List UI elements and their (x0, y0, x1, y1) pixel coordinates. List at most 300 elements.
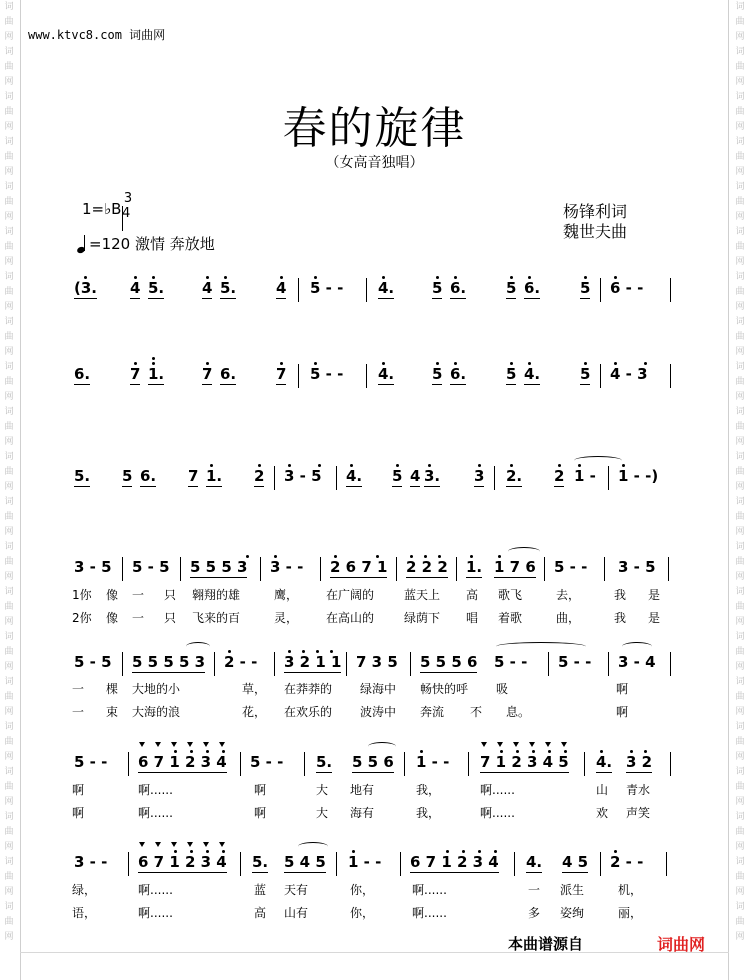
high-dot (224, 276, 227, 279)
lyric: 派生 (560, 883, 585, 897)
lyric: 机， (618, 883, 643, 897)
bar-line (298, 278, 299, 302)
slur-arc (508, 547, 540, 556)
high-dot (528, 276, 531, 279)
high-dot (584, 276, 587, 279)
note: 6. (74, 365, 91, 383)
accent-mark (545, 742, 551, 747)
high-dot (410, 555, 413, 558)
high-dot (528, 362, 531, 365)
lyric: 去， (556, 588, 581, 602)
bar-line (604, 557, 605, 581)
lyric: 欢 (596, 806, 609, 820)
high-dot (258, 464, 261, 467)
high-dot (478, 464, 481, 467)
high-dot (436, 276, 439, 279)
lyric: 绿海中 (360, 682, 397, 696)
note: 1. (148, 365, 165, 383)
high-dot (228, 650, 231, 653)
note: 1 - (574, 467, 596, 485)
lyric: 不 (470, 705, 483, 719)
lyric: 啊 (72, 806, 85, 820)
lyric: 一 (132, 588, 145, 602)
note: 1. (466, 558, 483, 576)
lyric: 绿， (72, 883, 97, 897)
tie-arc (574, 456, 622, 465)
note: 6. (450, 365, 467, 383)
lyric: 歌飞 (498, 588, 523, 602)
high-dot (206, 362, 209, 365)
bar-line (600, 852, 601, 876)
high-dot (174, 850, 177, 853)
high-dot (174, 750, 177, 753)
note: 7 (188, 467, 199, 485)
note: 5 - - (494, 653, 528, 671)
note: 5. (316, 753, 333, 771)
lyric: 啊...... (138, 806, 173, 820)
note: 4. (378, 279, 395, 297)
lyric: 我， (416, 783, 441, 797)
lyric: 唱 (466, 611, 479, 625)
note: 1 - - (348, 853, 382, 871)
bar-line (544, 557, 545, 581)
lyric: 你， (350, 883, 375, 897)
note: 2 2 2 (406, 558, 448, 576)
note: 1. (206, 467, 223, 485)
high-dot (614, 850, 617, 853)
credits (563, 202, 627, 242)
lyric: 啊...... (412, 906, 447, 920)
time-top: 3 (123, 191, 133, 206)
high-dot (396, 464, 399, 467)
note: 6. (140, 467, 157, 485)
lyric: 1你 (72, 588, 92, 602)
note: 5. (252, 853, 269, 871)
accent-mark (219, 742, 225, 747)
accent-mark (139, 842, 145, 847)
high-dot (498, 555, 501, 558)
note: 5. (74, 467, 91, 485)
high-dot (494, 850, 497, 853)
note: 5 (392, 467, 403, 485)
tie-arc (496, 642, 586, 651)
lyric: 束 (106, 705, 119, 719)
bar-line (298, 364, 299, 388)
lyric: 翱翔的雄 (192, 588, 241, 602)
note: 7 (276, 365, 287, 383)
time-signature (122, 191, 134, 221)
lyricist: 杨锋利词 (563, 202, 628, 221)
note: 4 (410, 467, 421, 485)
note: 5 (432, 279, 443, 297)
accent-mark (219, 842, 225, 847)
high-dot (152, 357, 155, 360)
note: 5 - - (310, 279, 344, 297)
song-subtitle: （女高音独唱） (325, 155, 424, 171)
lyric: 曲， (556, 611, 581, 625)
note: 3 - - (74, 853, 108, 871)
bar-line (670, 278, 671, 302)
high-dot (428, 464, 431, 467)
high-dot (510, 276, 513, 279)
bar-line (304, 752, 305, 776)
note: 7 (202, 365, 213, 383)
bar-line (670, 652, 671, 676)
accent-mark (155, 842, 161, 847)
high-dot (316, 650, 319, 653)
high-dot (436, 362, 439, 365)
note: 5 4 5 (284, 853, 326, 871)
lyric: 着歌 (498, 611, 523, 625)
note: (3. (74, 279, 97, 297)
lyric: 大 (316, 806, 329, 820)
high-dot (614, 362, 617, 365)
high-dot (280, 362, 283, 365)
lyric: 高 (466, 588, 479, 602)
high-dot (314, 362, 317, 365)
lyric: 啊 (616, 682, 629, 696)
lyric: 天有 (284, 883, 309, 897)
lyric: 奔流 (420, 705, 445, 719)
note: 5 5 6 (352, 753, 394, 771)
bar-line (410, 652, 411, 676)
high-dot (622, 464, 625, 467)
note: 1 7 6 (494, 558, 536, 576)
note: 4. (378, 365, 395, 383)
high-dot (84, 276, 87, 279)
note: 2 - - (224, 653, 258, 671)
high-dot (318, 464, 321, 467)
high-dot (644, 750, 647, 753)
lyric: 啊...... (138, 783, 173, 797)
high-dot (438, 555, 441, 558)
high-dot (478, 850, 481, 853)
lyric: 绿荫下 (404, 611, 441, 625)
high-dot (280, 276, 283, 279)
accent-mark (203, 742, 209, 747)
note: 5 - - (310, 365, 344, 383)
lyric: 鹰， (274, 588, 299, 602)
lyric: 畅快的呼 (420, 682, 469, 696)
high-dot (152, 276, 155, 279)
high-dot (630, 750, 633, 753)
high-dot (134, 362, 137, 365)
note: 5 (580, 365, 591, 383)
high-dot (532, 750, 535, 753)
note: 2. (506, 467, 523, 485)
lyric: 啊 (616, 705, 629, 719)
high-dot (314, 276, 317, 279)
bar-line (666, 852, 667, 876)
slur-arc (186, 642, 210, 651)
note: 3 - 5 (284, 467, 322, 485)
lyric: 声笑 (626, 806, 651, 820)
lyric: 啊...... (412, 883, 447, 897)
bar-line (274, 652, 275, 676)
lyric: 山有 (284, 906, 309, 920)
high-dot (206, 750, 209, 753)
high-dot (548, 750, 551, 753)
bar-line (670, 752, 671, 776)
source-brand-link[interactable]: 词曲网 (657, 935, 706, 954)
bar-line (214, 652, 215, 676)
bar-line (456, 557, 457, 581)
bar-line (600, 364, 601, 388)
bar-line (320, 557, 321, 581)
lyric: 一 (72, 682, 85, 696)
note: 2 (554, 467, 565, 485)
high-dot (210, 464, 213, 467)
lyric: 我， (416, 806, 441, 820)
lyric: 只 (164, 588, 177, 602)
high-dot (190, 850, 193, 853)
accent-mark (203, 842, 209, 847)
accent-mark (513, 742, 519, 747)
note: 5 (580, 279, 591, 297)
high-dot (578, 464, 581, 467)
note: 6 - - (610, 279, 644, 297)
footer-divider (20, 952, 729, 953)
lyric: 啊...... (480, 783, 515, 797)
note: 1 - -) (618, 467, 659, 485)
bar-line (336, 466, 337, 490)
note: 5 (432, 365, 443, 383)
accent-mark (497, 742, 503, 747)
bar-line (494, 466, 495, 490)
high-dot (516, 750, 519, 753)
bar-line (122, 557, 123, 581)
tempo-text: =120 激情 奔放地 (89, 235, 215, 253)
lyric: 我 (614, 588, 627, 602)
quarter-note-icon (77, 234, 87, 254)
note: 4 - 3 (610, 365, 648, 383)
high-dot (382, 276, 385, 279)
lyric: 你， (350, 906, 375, 920)
high-dot (454, 276, 457, 279)
lyric: 青水 (626, 783, 651, 797)
high-dot (206, 276, 209, 279)
high-dot (334, 555, 337, 558)
lyric: 花， (242, 705, 267, 719)
lyric: 息。 (506, 705, 531, 719)
bar-line (366, 278, 367, 302)
bar-line (608, 466, 609, 490)
slur-arc (622, 642, 652, 651)
high-dot (564, 750, 567, 753)
high-dot (510, 362, 513, 365)
lyric: 啊...... (138, 906, 173, 920)
lyric: 大海的浪 (132, 705, 181, 719)
bar-line (122, 652, 123, 676)
composer: 魏世夫曲 (563, 222, 628, 241)
bar-line (584, 752, 585, 776)
bar-line (180, 557, 181, 581)
lyric: 海有 (350, 806, 375, 820)
lyric: 大 (316, 783, 329, 797)
lyric: 一 (528, 883, 541, 897)
note: 3 - 5 (74, 558, 112, 576)
note: 4. (346, 467, 363, 485)
bar-line (346, 652, 347, 676)
watermark-left: 词曲网词曲网词曲网词曲网词曲网词曲网词曲网词曲网词曲网词曲网词曲网词曲网词曲网词曲网词曲网词曲网词曲网词曲网词曲网词曲网词曲网 (4, 2, 14, 942)
high-dot (302, 650, 305, 653)
note: 5 - - (558, 653, 592, 671)
lyric: 是 (648, 588, 661, 602)
bar-line (274, 466, 275, 490)
bar-line (260, 557, 261, 581)
accent-mark (529, 742, 535, 747)
note: 2 6 7 1 (330, 558, 388, 576)
lyric: 是 (648, 611, 661, 625)
high-dot (600, 750, 603, 753)
lyric: 语， (72, 906, 97, 920)
lyric: 飞来的百 (192, 611, 241, 625)
high-dot (288, 650, 291, 653)
lyric: 只 (164, 611, 177, 625)
lyric: 啊 (254, 783, 267, 797)
note: 7 3 5 (356, 653, 398, 671)
bar-line (240, 852, 241, 876)
lyric: 高 (254, 906, 267, 920)
bar-line (336, 852, 337, 876)
lyric: 地有 (350, 783, 375, 797)
high-dot (500, 750, 503, 753)
note: 6 7 1 2 3 4 (138, 853, 227, 871)
lyric: 多 (528, 906, 541, 920)
high-dot (350, 464, 353, 467)
bar-line (128, 752, 129, 776)
high-dot (420, 750, 423, 753)
note: 3 2 (626, 753, 653, 771)
accent-mark (171, 842, 177, 847)
slur-arc (298, 842, 328, 851)
high-dot (382, 362, 385, 365)
bar-line (670, 364, 671, 388)
note: 7 (130, 365, 141, 383)
note: 6. (450, 279, 467, 297)
lyric: 一 (72, 705, 85, 719)
lyric: 大地的小 (132, 682, 181, 696)
note: 6. (524, 279, 541, 297)
bar-line (600, 278, 601, 302)
note: 5 (122, 467, 133, 485)
bar-line (514, 852, 515, 876)
high-dot (644, 362, 647, 365)
note: 3 2 1 1 (284, 653, 342, 671)
lyric: 姿绚 (560, 906, 585, 920)
lyric: 丽， (618, 906, 643, 920)
lyric: 蓝天上 (404, 588, 441, 602)
lyric: 在广阔的 (326, 588, 375, 602)
bar-line (396, 557, 397, 581)
note: 5 - 5 (74, 653, 112, 671)
bar-line (668, 557, 669, 581)
lyric: 棵 (106, 682, 119, 696)
high-dot (462, 850, 465, 853)
note: 6. (220, 365, 237, 383)
lyric: 啊...... (480, 806, 515, 820)
lyric: 在莽莽的 (284, 682, 333, 696)
note: 2 (254, 467, 265, 485)
accent-mark (187, 742, 193, 747)
watermark-right: 词曲网词曲网词曲网词曲网词曲网词曲网词曲网词曲网词曲网词曲网词曲网词曲网词曲网词曲网词曲网词曲网词曲网词曲网词曲网词曲网词曲网 (735, 2, 745, 942)
note: 3 - 4 (618, 653, 656, 671)
note: 3 - - (270, 558, 304, 576)
lyric: 在高山的 (326, 611, 375, 625)
key-signature: 1=♭B (82, 200, 122, 218)
lyric: 啊 (254, 806, 267, 820)
high-dot (222, 850, 225, 853)
note: 6 7 1 2 3 4 (138, 753, 227, 771)
lyric: 草， (242, 682, 267, 696)
bar-line (608, 652, 609, 676)
lyric: 山 (596, 783, 609, 797)
note: 4. (596, 753, 613, 771)
high-dot (222, 750, 225, 753)
high-dot (206, 850, 209, 853)
accent-mark (187, 842, 193, 847)
note: 5 - - (74, 753, 108, 771)
bar-line (366, 364, 367, 388)
note: 4. (524, 365, 541, 383)
song-title: 春的旋律 (282, 103, 467, 154)
note: 5 (506, 365, 517, 383)
bar-line (240, 752, 241, 776)
high-dot (510, 464, 513, 467)
high-dot (190, 750, 193, 753)
note: 3. (424, 467, 441, 485)
accent-mark (171, 742, 177, 747)
high-dot (330, 650, 333, 653)
source-label: 本曲谱源自 (508, 935, 584, 953)
high-dot (134, 276, 137, 279)
lyric: 2你 (72, 611, 92, 625)
note: 1 - - (416, 753, 450, 771)
accent-mark (139, 742, 145, 747)
high-dot (584, 362, 587, 365)
lyric: 蓝 (254, 883, 267, 897)
note: 5 5 5 6 (420, 653, 478, 671)
accent-mark (155, 742, 161, 747)
note: 5 - 5 (132, 558, 170, 576)
note: 3 (474, 467, 485, 485)
note: 3 - 5 (618, 558, 656, 576)
note: 4 (202, 279, 213, 297)
high-dot (454, 362, 457, 365)
accent-mark (481, 742, 487, 747)
note: 5 5 5 3 (190, 558, 248, 576)
lyric: 吸 (496, 682, 509, 696)
site-url[interactable]: www.ktvc8.com 词曲网 (28, 28, 166, 42)
high-dot (288, 464, 291, 467)
high-dot (558, 464, 561, 467)
time-bottom: 4 (122, 206, 123, 231)
note: 5. (148, 279, 165, 297)
note: 5 (506, 279, 517, 297)
lyric: 一 (132, 611, 145, 625)
high-dot (352, 850, 355, 853)
lyric: 灵， (274, 611, 299, 625)
note: 5. (220, 279, 237, 297)
bar-line (404, 752, 405, 776)
note: 6 7 1 2 3 4 (410, 853, 499, 871)
slur-arc (368, 742, 396, 751)
high-dot (424, 555, 427, 558)
note: 4 (276, 279, 287, 297)
lyric: 啊...... (138, 883, 173, 897)
high-dot (246, 555, 249, 558)
note: 5 - - (250, 753, 284, 771)
